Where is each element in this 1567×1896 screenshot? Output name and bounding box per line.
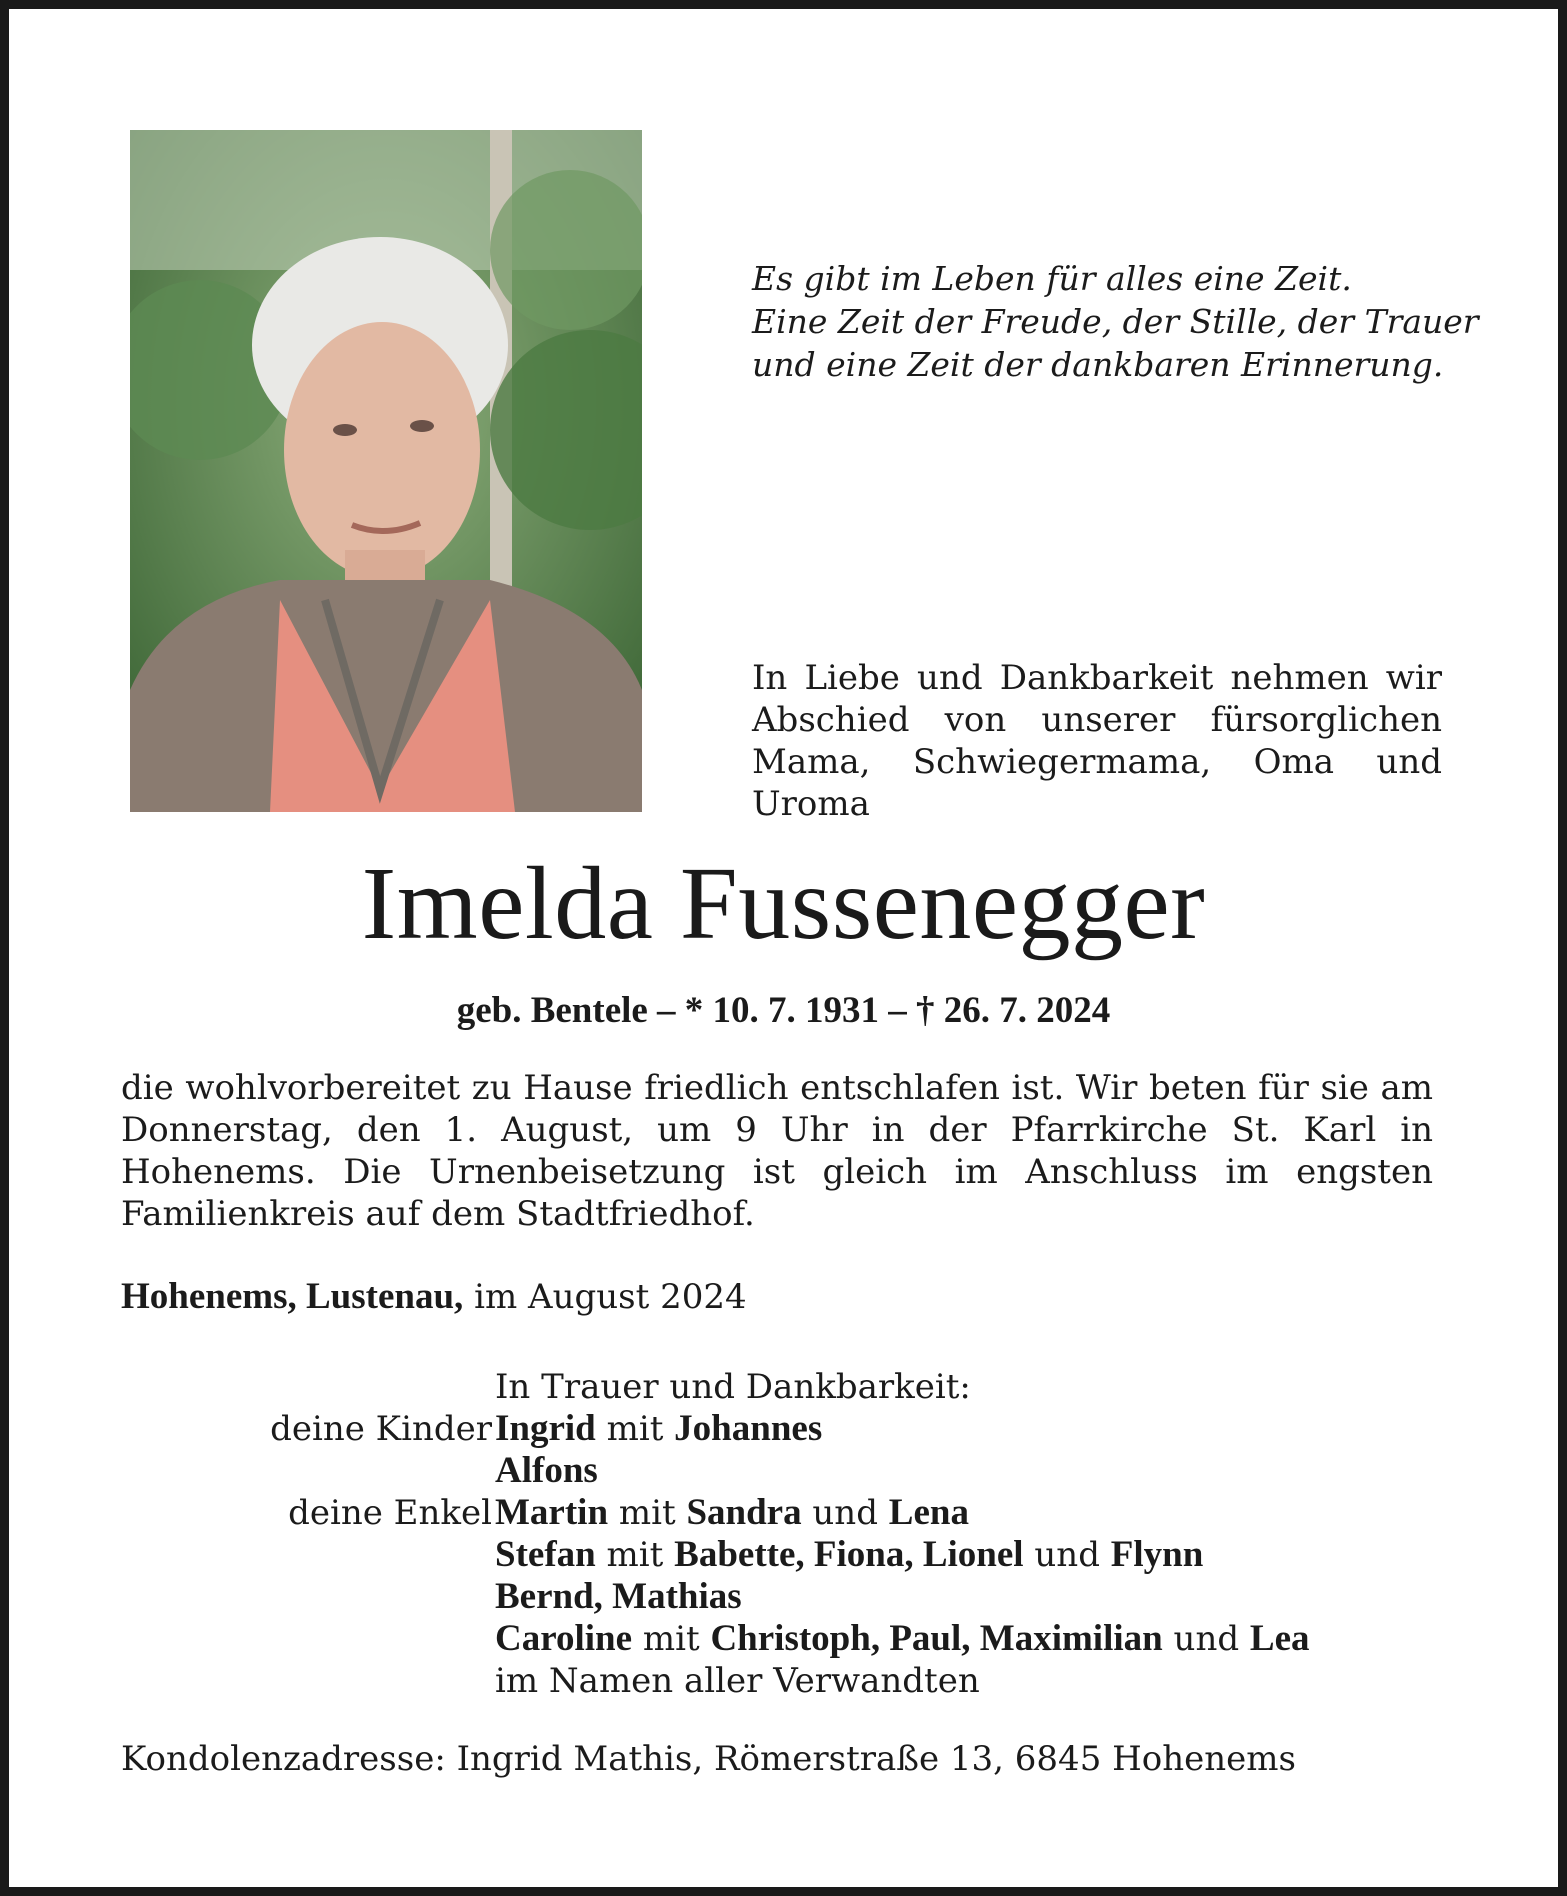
- names-bernd-mathias: Bernd, Mathias: [495, 1576, 742, 1617]
- quote-line-1: Es gibt im Leben für alles eine Zeit.: [752, 259, 1352, 298]
- word-mit: mit: [595, 1409, 675, 1449]
- mourner-names: [495, 1576, 742, 1618]
- memorial-quote: [752, 257, 1479, 386]
- quote-line-2: Eine Zeit der Freude, der Stille, der Trauer: [752, 302, 1479, 341]
- grandchildren-label: deine Enkel: [288, 1493, 492, 1533]
- mourner-names: [495, 1492, 969, 1534]
- mourner-row: [0, 1618, 1567, 1660]
- mourner-row: [0, 1408, 1567, 1450]
- word-und: und: [1162, 1619, 1250, 1659]
- month-year: im August 2024: [463, 1277, 747, 1317]
- deceased-name: Imelda Fussenegger: [361, 846, 1206, 961]
- name-martin: Martin: [495, 1492, 609, 1533]
- name-stefan: Stefan: [495, 1534, 596, 1575]
- mourner-row: [0, 1534, 1567, 1576]
- mourner-names: [495, 1408, 822, 1450]
- names-babette-fiona-lionel: Babette, Fiona, Lionel: [674, 1534, 1024, 1575]
- mourner-row: [0, 1660, 1567, 1702]
- mourner-names: [495, 1618, 1310, 1660]
- word-mit: mit: [608, 1493, 687, 1533]
- word-und: und: [1023, 1535, 1111, 1575]
- name-sandra: Sandra: [686, 1492, 802, 1533]
- word-mit: mit: [632, 1619, 711, 1659]
- name-flynn: Flynn: [1110, 1534, 1204, 1575]
- name-johannes: Johannes: [674, 1408, 823, 1449]
- name-alfons: Alfons: [495, 1450, 598, 1491]
- children-label: deine Kinder: [270, 1409, 492, 1449]
- funeral-details: die wohlvorbereitet zu Hause friedlich entschlafen ist. Wir beten für sie am Donnerstag, den 1. August, um 9 Uhr in der Pfarrkirche St. Karl in Hohenems. Die Urnenbeisetzung ist gleich im Anschluss im engsten Familienkreis auf dem Stadtfriedhof.: [121, 1068, 1433, 1234]
- portrait-illustration: [130, 130, 642, 812]
- name-ingrid: Ingrid: [495, 1408, 596, 1449]
- names-christoph-paul-maximilian: Christoph, Paul, Maximilian: [710, 1618, 1163, 1659]
- name-lea: Lea: [1249, 1618, 1310, 1659]
- portrait-photo: [130, 130, 642, 812]
- mourner-row: [0, 1450, 1567, 1492]
- quote-line-3: und eine Zeit der dankbaren Erinnerung.: [752, 345, 1444, 384]
- intro-text: In Liebe und Dankbarkeit nehmen wir Abschied von unserer fürsorglichen Mama, Schwiegermama, Oma und Uroma: [752, 658, 1442, 824]
- mourner-row: [0, 1492, 1567, 1534]
- word-und: und: [801, 1493, 889, 1533]
- towns: Hohenems, Lustenau,: [121, 1276, 464, 1317]
- mourner-row: [0, 1576, 1567, 1618]
- name-caroline: Caroline: [495, 1618, 633, 1659]
- mourners-heading: In Trauer und Dankbarkeit:: [495, 1367, 971, 1407]
- closing-line: im Namen aller Verwandten: [495, 1661, 980, 1701]
- condolence-address: Kondolenzadresse: Ingrid Mathis, Römerstraße 13, 6845 Hohenems: [121, 1739, 1296, 1779]
- birth-death-dates: geb. Bentele – * 10. 7. 1931 – † 26. 7. 2024: [456, 990, 1111, 1031]
- word-mit: mit: [595, 1535, 675, 1575]
- place-date-line: [121, 1276, 747, 1318]
- mourner-names: [495, 1534, 1203, 1576]
- mourner-names: [495, 1450, 598, 1492]
- name-lena: Lena: [888, 1492, 969, 1533]
